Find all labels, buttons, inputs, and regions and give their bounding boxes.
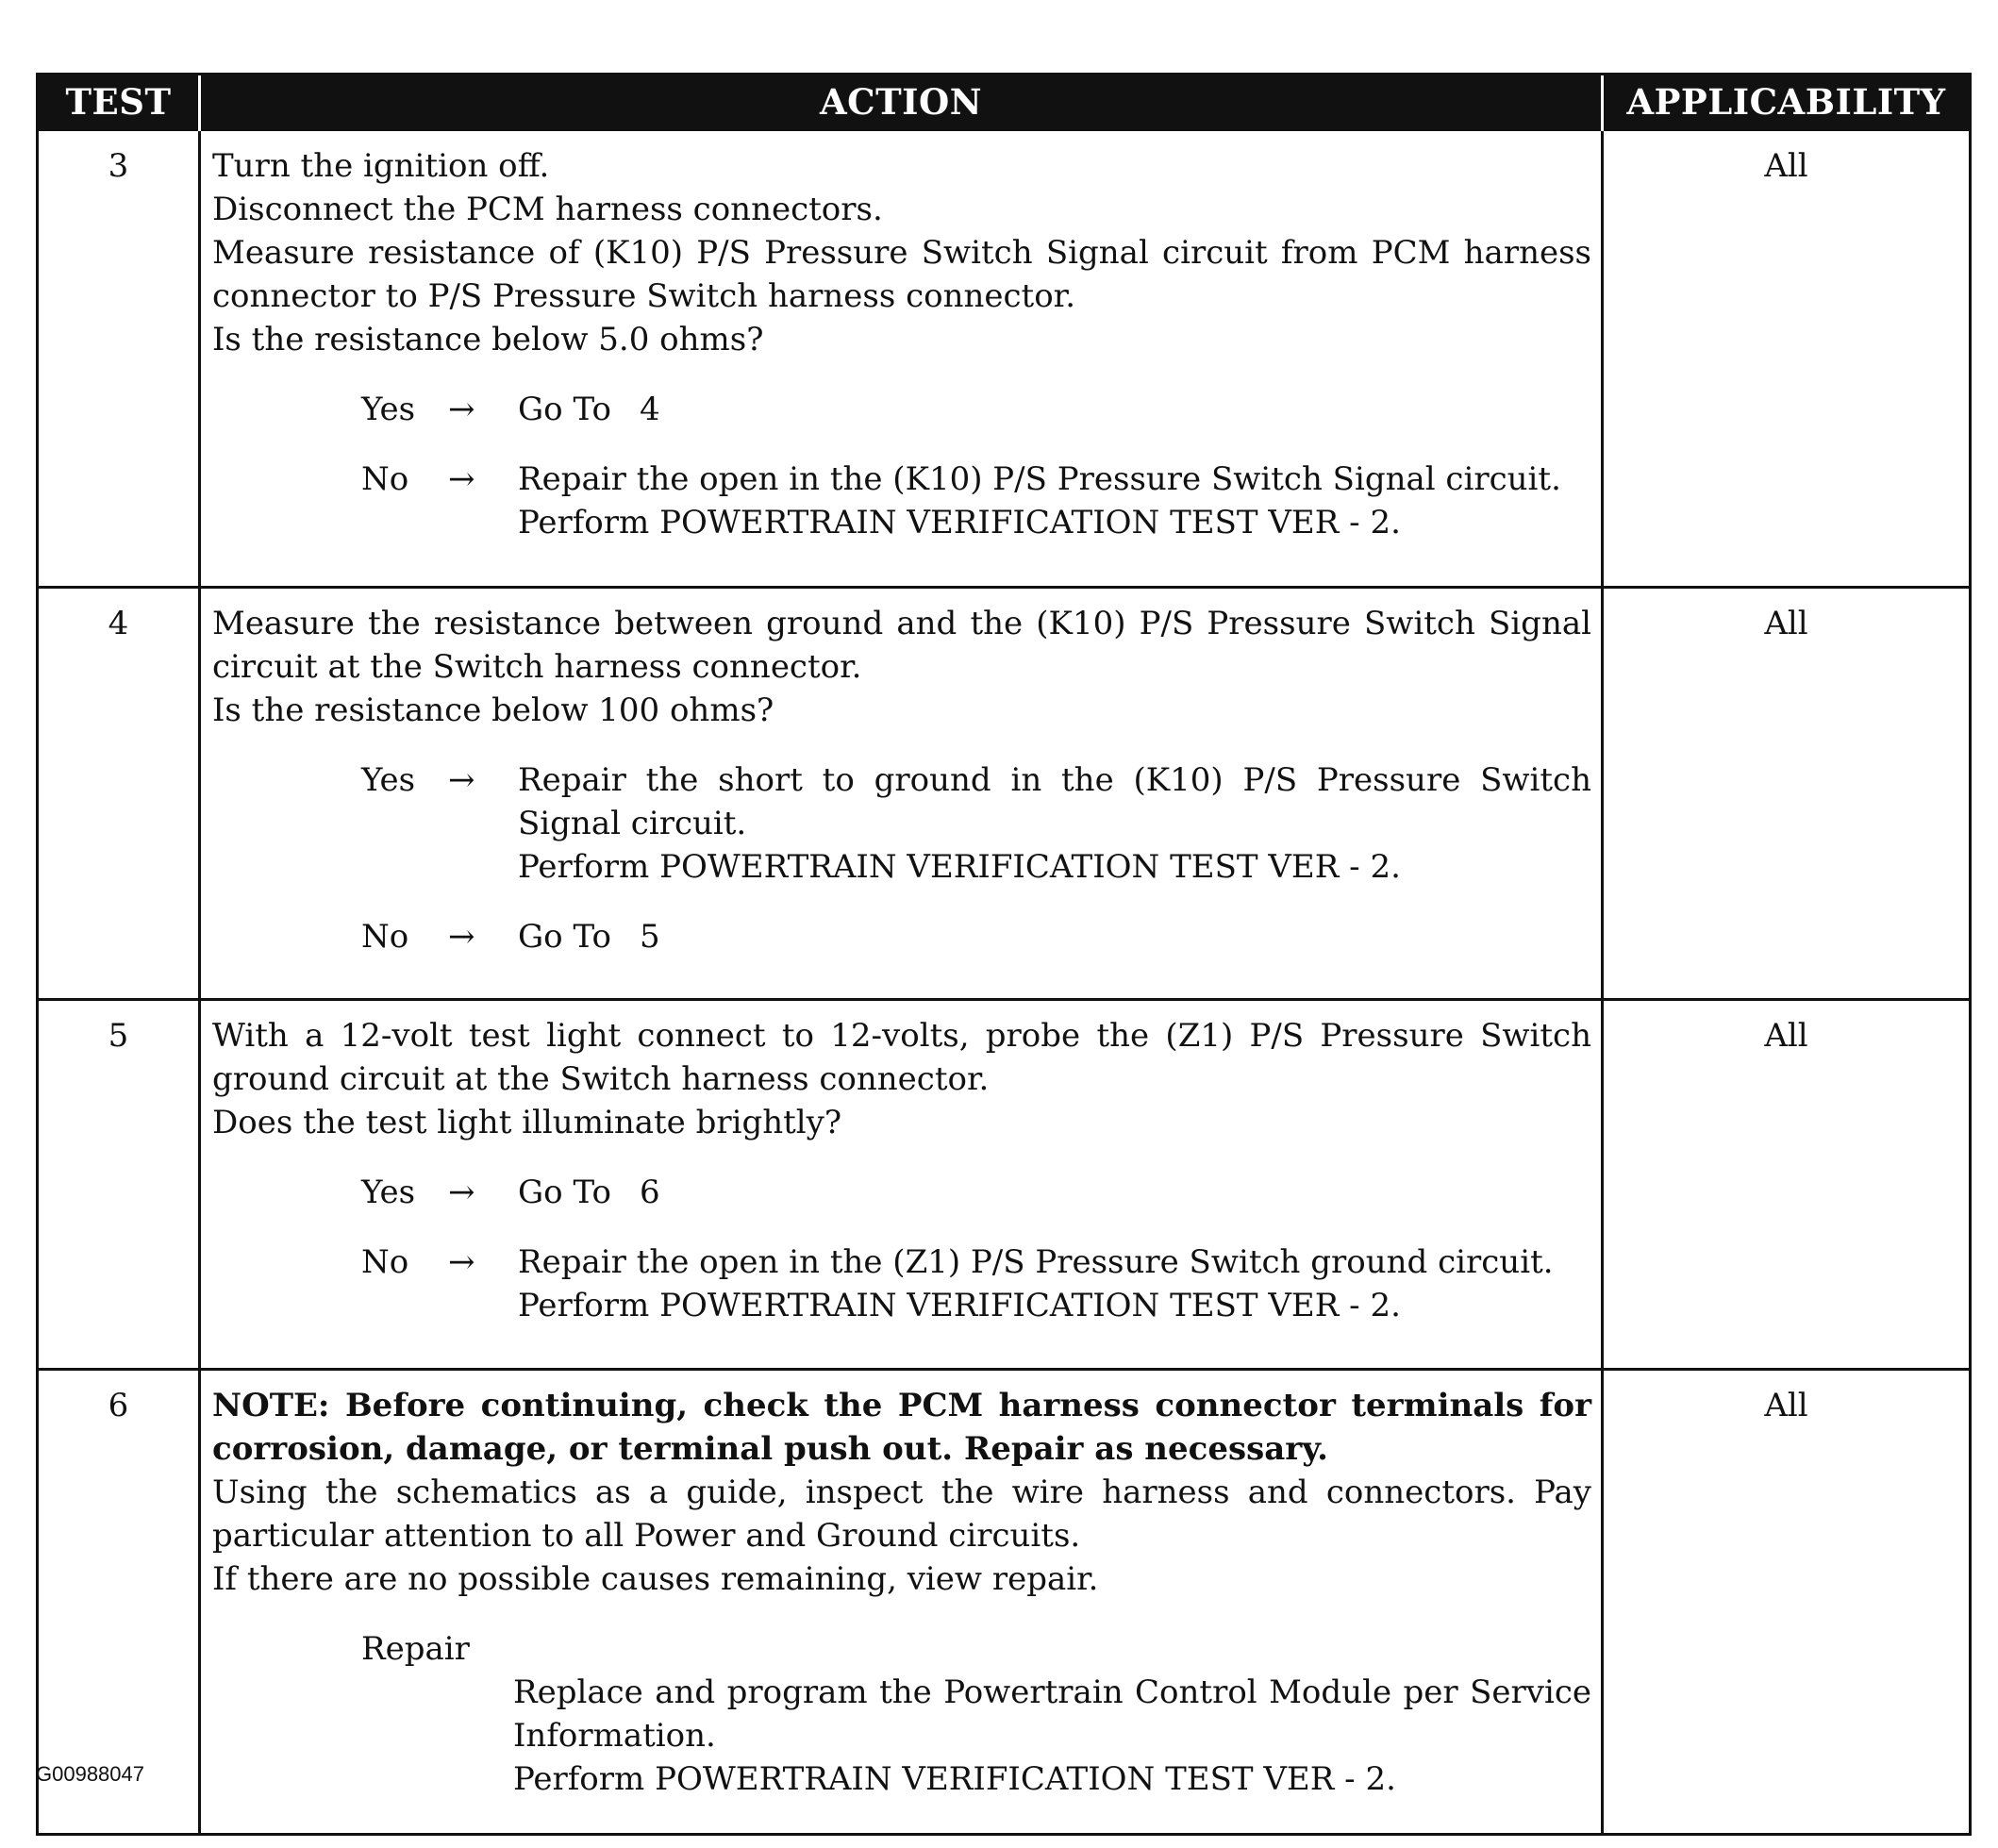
applicability-value: All [1603,130,1971,588]
no-result [518,1240,1591,1327]
figure-id: G00988047 [36,1762,144,1786]
test-number: 4 [38,588,200,1000]
no-label: No [361,918,409,956]
right-arrow-icon: → [448,460,475,498]
table-row-test-4 [38,588,1971,1000]
table-row-test-5 [38,1000,1971,1370]
yes-branch [361,758,1591,889]
goto-number: 6 [639,1174,660,1211]
right-arrow-icon: → [448,391,475,428]
repair-line: Perform POWERTRAIN VERIFICATION TEST VER - 2. [513,1760,1396,1798]
action-line: Measure resistance of (K10) P/S Pressure Switch Signal circuit from PCM harness connector to P/S Pressure Switch harness connector. [212,234,1591,315]
action-line: Turn the ignition off. [212,147,550,185]
action-line: With a 12-volt test light connect to 12-volts, probe the (Z1) P/S Pressure Switch ground circuit at the Switch harness connector. [212,1017,1591,1098]
result-line: Perform POWERTRAIN VERIFICATION TEST VER - 2. [518,1287,1401,1324]
header-test: TEST [38,75,200,130]
result-line: Perform POWERTRAIN VERIFICATION TEST VER - 2. [518,848,1401,886]
applicability-value: All [1603,1000,1971,1370]
action-cell [200,588,1603,1000]
test-number: 5 [38,1000,200,1370]
result-line: Perform POWERTRAIN VERIFICATION TEST VER - 2. [518,504,1401,541]
yes-result [518,758,1591,889]
no-result [518,915,1591,958]
header-action: ACTION [200,75,1603,130]
yes-result [518,388,1591,431]
yes-branch [361,1171,1591,1214]
diagnostic-test-table [36,73,1972,1836]
header-applicability: APPLICABILITY [1603,75,1971,130]
action-cell [200,1000,1603,1370]
repair-block [361,1627,1591,1801]
result-line: Repair the open in the (K10) P/S Pressure Switch Signal circuit. [518,460,1561,498]
right-arrow-icon: → [448,918,475,956]
right-arrow-icon: → [448,1243,475,1281]
goto-text: Go To [518,1174,611,1211]
action-line: Measure the resistance between ground and the (K10) P/S Pressure Switch Signal circuit at the Switch harness connector. [212,605,1591,686]
action-line: Is the resistance below 5.0 ohms? [212,321,764,358]
action-line: If there are no possible causes remaining, view repair. [212,1560,1099,1598]
action-cell [200,1370,1603,1835]
right-arrow-icon: → [448,1174,475,1211]
test-number: 3 [38,130,200,588]
note-text: NOTE: Before continuing, check the PCM harness connector terminals for corrosion, damage, or terminal push out. Repair as necessary. [212,1387,1591,1468]
repair-steps [513,1671,1591,1801]
yes-label: Yes [361,1174,416,1211]
applicability-value: All [1603,588,1971,1000]
repair-label: Repair [361,1630,470,1668]
yes-label: Yes [361,391,416,428]
no-label: No [361,460,409,498]
no-branch [361,1240,1591,1327]
action-line: Is the resistance below 100 ohms? [212,691,774,729]
result-line: Repair the short to ground in the (K10) P/S Pressure Switch Signal circuit. [518,761,1591,842]
action-line: Disconnect the PCM harness connectors. [212,191,883,228]
repair-line: Replace and program the Powertrain Control Module per Service Information. [513,1673,1591,1755]
goto-number: 5 [639,918,660,956]
no-branch [361,915,1591,958]
no-branch [361,458,1591,544]
no-result [518,458,1591,544]
applicability-value: All [1603,1370,1971,1835]
action-line: Does the test light illuminate brightly? [212,1104,842,1141]
goto-text: Go To [518,918,611,956]
test-number: 6 [38,1370,200,1835]
action-line: Using the schematics as a guide, inspect the wire harness and connectors. Pay particular attention to all Power and Ground circuits. [212,1473,1591,1555]
yes-branch [361,388,1591,431]
yes-result [518,1171,1591,1214]
goto-text: Go To [518,391,611,428]
action-cell [200,130,1603,588]
diagnostic-test-table-container [36,73,1969,1836]
goto-number: 4 [639,391,660,428]
yes-label: Yes [361,761,416,799]
table-header-row [38,75,1971,130]
result-line: Repair the open in the (Z1) P/S Pressure Switch ground circuit. [518,1243,1554,1281]
no-label: No [361,1243,409,1281]
table-row-test-6 [38,1370,1971,1835]
table-row-test-3 [38,130,1971,588]
right-arrow-icon: → [448,761,475,799]
